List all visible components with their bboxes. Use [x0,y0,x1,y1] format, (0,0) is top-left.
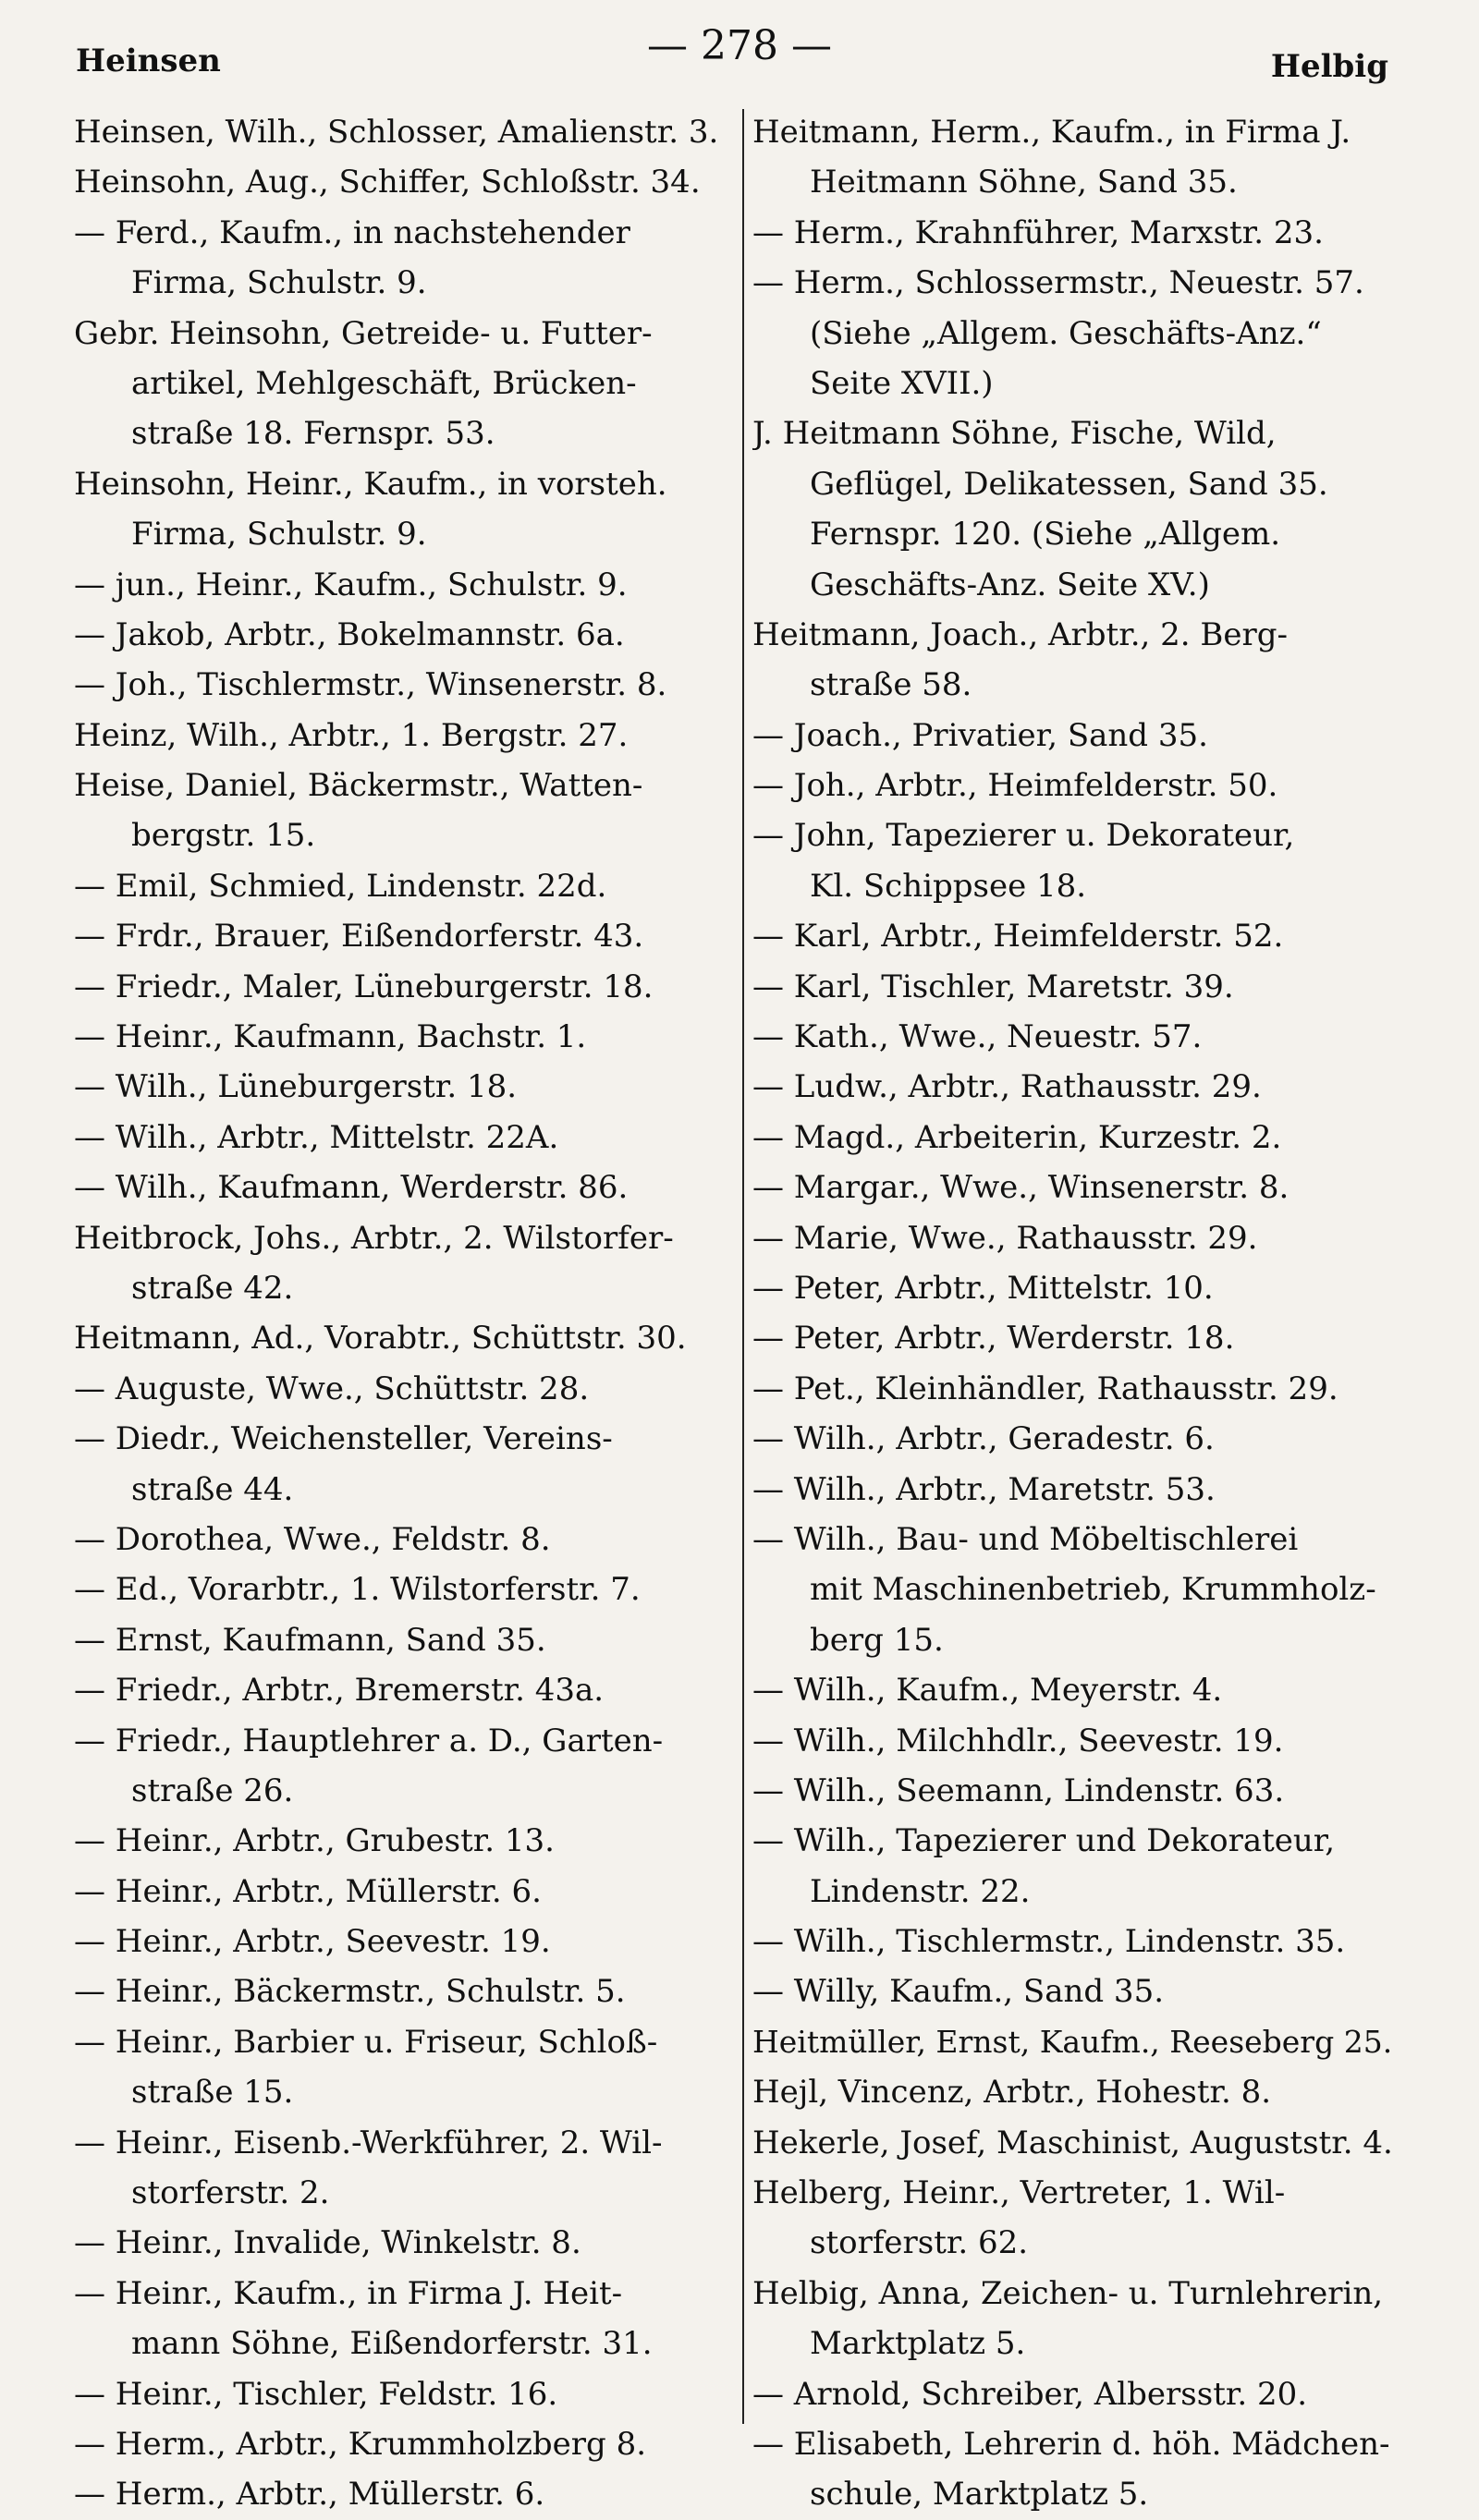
entry-continuation-line: Firma, Schulstr. 9. [131,516,427,554]
page-number: — 278 — [647,22,832,69]
directory-entry-line: — Ferd., Kaufm., in nachstehender [74,213,630,251]
directory-entry-line: — Peter, Arbtr., Werderstr. 18. [752,1320,1235,1357]
entry-continuation-line: mann Söhne, Eißendorferstr. 31. [131,2325,653,2363]
directory-entry-line: — Heinr., Eisenb.-Werkführer, 2. Wil- [74,2124,663,2161]
directory-entry-line: — Jakob, Arbtr., Bokelmannstr. 6a. [74,615,625,653]
directory-entry-line: — Diedr., Weichensteller, Vereins- [74,1420,613,1458]
directory-entry-line: Heitmann, Ad., Vorabtr., Schüttstr. 30. [74,1320,687,1357]
entry-continuation-line: storferstr. 2. [131,2174,330,2212]
directory-entry-line: — Karl, Arbtr., Heimfelderstr. 52. [752,918,1284,956]
directory-entry-line: — Wilh., Arbtr., Mittelstr. 22A. [74,1118,559,1156]
entry-continuation-line: mit Maschinenbetrieb, Krummholz- [810,1571,1376,1609]
entry-continuation-line: artikel, Mehlgeschäft, Brücken- [131,364,637,402]
directory-entry-line: — Heinr., Arbtr., Müllerstr. 6. [74,1872,542,1910]
directory-entry-line: — Herm., Arbtr., Krummholzberg 8. [74,2425,647,2463]
directory-entry-line: — Pet., Kleinhändler, Rathausstr. 29. [752,1370,1338,1407]
page-header [0,17,1479,85]
directory-entry-line: — Auguste, Wwe., Schüttstr. 28. [74,1370,590,1407]
directory-entry-line: — Arnold, Schreiber, Albersstr. 20. [752,2375,1308,2413]
directory-entry-line: — Heinr., Kaufmann, Bachstr. 1. [74,1018,587,1056]
directory-entry-line: — Ludw., Arbtr., Rathausstr. 29. [752,1068,1262,1106]
entry-continuation-line: straße 44. [131,1470,294,1508]
right-column [752,107,1403,2520]
directory-entry-line: — Friedr., Arbtr., Bremerstr. 43a. [74,1672,605,1710]
directory-entry-line: — Heinr., Barbier u. Friseur, Schloß- [74,2023,658,2061]
directory-entry-line: Helbig, Anna, Zeichen- u. Turnlehrerin, [752,2274,1384,2312]
directory-entry-line: Heitmüller, Ernst, Kaufm., Reeseberg 25. [752,2023,1393,2060]
directory-entry-line: — Margar., Wwe., Winsenerstr. 8. [752,1169,1290,1207]
directory-entry-line: — Wilh., Kaufmann, Werderstr. 86. [74,1169,629,1207]
directory-entry-line: — Karl, Tischler, Maretstr. 39. [752,968,1234,1005]
directory-entry-line: — Joach., Privatier, Sand 35. [752,716,1208,754]
directory-entry-line: — Herm., Krahnführer, Marxstr. 23. [752,213,1324,251]
directory-entry-line: — Friedr., Hauptlehrer a. D., Garten- [74,1722,664,1759]
directory-entry-line: Hejl, Vincenz, Arbtr., Hohestr. 8. [752,2074,1272,2112]
directory-entry-line: Heitmann, Herm., Kaufm., in Firma J. [752,114,1351,151]
directory-entry-line: — jun., Heinr., Kaufm., Schulstr. 9. [74,566,628,603]
entry-continuation-line: Kl. Schippsee 18. [810,867,1087,905]
entry-continuation-line: straße 58. [810,666,972,704]
directory-entry-line: Heitmann, Joach., Arbtr., 2. Berg- [752,615,1288,653]
directory-entry-line: — Frdr., Brauer, Eißendorferstr. 43. [74,918,644,956]
directory-entry-line: — Wilh., Tapezierer und Dekorateur, [752,1822,1336,1860]
directory-entry-line: Heinsen, Wilh., Schlosser, Amalienstr. 3. [74,114,719,151]
directory-entry-line: — Wilh., Lüneburgerstr. 18. [74,1068,518,1106]
entry-continuation-line: (Siehe „Allgem. Geschäfts-Anz.“ [810,314,1322,352]
entry-continuation-line: schule, Marktplatz 5. [810,2476,1149,2514]
running-head-left: Heinsen [76,43,221,79]
directory-entry-line: — Wilh., Bau- und Möbeltischlerei [752,1520,1299,1558]
directory-entry-line: — Marie, Wwe., Rathausstr. 29. [752,1219,1258,1257]
directory-entry-line: — Ed., Vorarbtr., 1. Wilstorferstr. 7. [74,1571,641,1609]
directory-entry-line: — Herm., Arbtr., Müllerstr. 6. [74,2476,545,2514]
directory-entry-line: — Kath., Wwe., Neuestr. 57. [752,1018,1203,1056]
column-divider [742,109,744,2424]
entry-continuation-line: Lindenstr. 22. [810,1872,1031,1910]
directory-entry-line: — Dorothea, Wwe., Feldstr. 8. [74,1520,551,1558]
directory-entry-line: — Joh., Arbtr., Heimfelderstr. 50. [752,767,1278,805]
entry-continuation-line: Firma, Schulstr. 9. [131,264,427,302]
directory-entry-line: — Wilh., Kaufm., Meyerstr. 4. [752,1672,1223,1710]
entry-continuation-line: bergstr. 15. [131,817,316,855]
entry-continuation-line: straße 26. [131,1771,294,1809]
running-head-right: Helbig [1270,48,1388,85]
directory-entry-line: — Magd., Arbeiterin, Kurzestr. 2. [752,1118,1282,1156]
directory-entry-line: — John, Tapezierer u. Dekorateur, [752,817,1295,855]
entry-continuation-line: storferstr. 62. [810,2224,1029,2262]
directory-entry-line: Gebr. Heinsohn, Getreide- u. Futter- [74,314,653,352]
directory-entry-line: — Wilh., Tischlermstr., Lindenstr. 35. [752,1923,1346,1961]
directory-entry-line: — Emil, Schmied, Lindenstr. 22d. [74,867,607,905]
directory-entry-line: Heinsohn, Heinr., Kaufm., in vorsteh. [74,465,667,503]
directory-entry-line: — Elisabeth, Lehrerin d. höh. Mädchen- [752,2425,1390,2463]
directory-entry-line: Hekerle, Josef, Maschinist, Auguststr. 4. [752,2124,1393,2161]
directory-entry-line: — Heinr., Arbtr., Seevestr. 19. [74,1923,551,1961]
directory-entry-line: Heinsohn, Aug., Schiffer, Schloßstr. 34. [74,164,701,201]
directory-entry-line: — Ernst, Kaufmann, Sand 35. [74,1621,546,1659]
directory-entry-line: — Willy, Kaufm., Sand 35. [752,1973,1165,2011]
directory-entry-line: — Heinr., Kaufm., in Firma J. Heit- [74,2274,623,2312]
directory-entry-line: Heinz, Wilh., Arbtr., 1. Bergstr. 27. [74,716,629,754]
directory-entry-line: — Joh., Tischlermstr., Winsenerstr. 8. [74,666,667,704]
directory-entry-line: Heitbrock, Johs., Arbtr., 2. Wilstorfer- [74,1219,674,1257]
directory-entry-line: — Heinr., Tischler, Feldstr. 16. [74,2375,558,2413]
directory-entry-line: — Wilh., Arbtr., Maretstr. 53. [752,1470,1216,1508]
entry-continuation-line: straße 42. [131,1269,294,1307]
entry-continuation-line: Marktplatz 5. [810,2325,1026,2363]
entry-continuation-line: Seite XVII.) [810,364,994,402]
directory-entry-line: — Heinr., Bäckermstr., Schulstr. 5. [74,1973,626,2011]
directory-entry-line: J. Heitmann Söhne, Fische, Wild, [752,415,1277,453]
directory-entry-line: — Wilh., Seemann, Lindenstr. 63. [752,1771,1285,1809]
directory-entry-line: — Wilh., Arbtr., Geradestr. 6. [752,1420,1215,1458]
entry-continuation-line: Geschäfts-Anz. Seite XV.) [810,566,1210,603]
directory-entry-line: — Friedr., Maler, Lüneburgerstr. 18. [74,968,654,1005]
directory-entry-line: Helberg, Heinr., Vertreter, 1. Wil- [752,2174,1286,2212]
entry-continuation-line: berg 15. [810,1621,944,1659]
entry-continuation-line: Geflügel, Delikatessen, Sand 35. [810,465,1328,503]
entry-continuation-line: straße 18. Fernspr. 53. [131,415,495,453]
directory-entry-line: — Peter, Arbtr., Mittelstr. 10. [752,1269,1214,1307]
directory-entry-line: — Wilh., Milchhdlr., Seevestr. 19. [752,1722,1284,1759]
directory-entry-line: — Herm., Schlossermstr., Neuestr. 57. [752,264,1364,302]
left-column [74,107,727,2520]
entry-continuation-line: Heitmann Söhne, Sand 35. [810,164,1238,201]
directory-entry-line: Heise, Daniel, Bäckermstr., Watten- [74,767,643,805]
entry-continuation-line: Fernspr. 120. (Siehe „Allgem. [810,516,1281,554]
directory-entry-line: — Heinr., Invalide, Winkelstr. 8. [74,2224,581,2262]
entry-continuation-line: straße 15. [131,2074,294,2112]
directory-entry-line: — Heinr., Arbtr., Grubestr. 13. [74,1822,555,1860]
